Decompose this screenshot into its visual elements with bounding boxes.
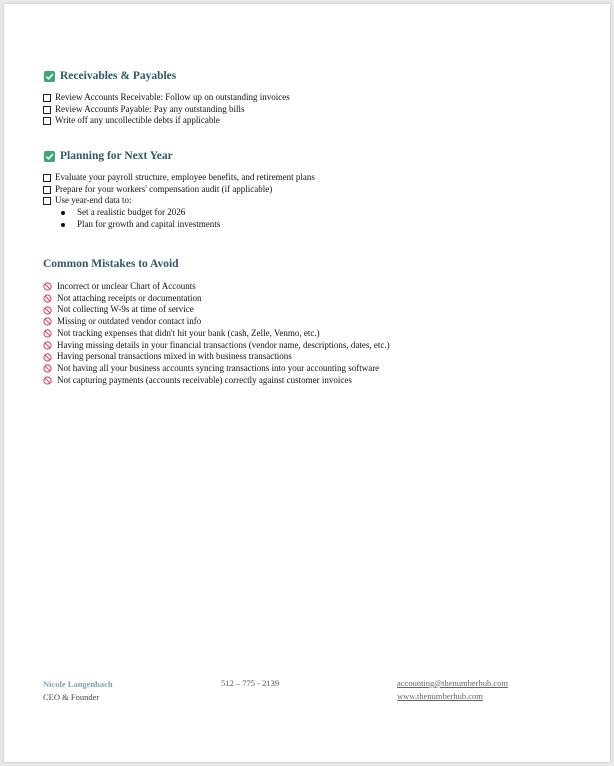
list-item: Write off any uncollectible debts if applicable bbox=[43, 115, 290, 127]
prohibited-icon bbox=[43, 282, 52, 291]
list-item: Use year-end data to: bbox=[43, 195, 315, 207]
checkbox-icon bbox=[43, 186, 51, 194]
list-item: Evaluate your payroll structure, employee benefits, and retirement plans bbox=[43, 172, 315, 184]
planning-list bbox=[43, 172, 315, 231]
prohibited-icon bbox=[43, 364, 52, 373]
list-item: Review Accounts Payable: Pay any outstanding bills bbox=[43, 104, 290, 116]
checkbox-icon bbox=[43, 117, 51, 125]
mistakes-heading bbox=[43, 258, 179, 270]
footer-email-link[interactable]: accounting@thenumberhub.com bbox=[397, 678, 508, 688]
prohibited-icon bbox=[43, 376, 52, 385]
prohibited-icon bbox=[43, 306, 52, 315]
prohibited-icon bbox=[43, 353, 52, 362]
document-page bbox=[4, 4, 610, 762]
list-item: Review Accounts Receivable: Follow up on outstanding invoices bbox=[43, 92, 290, 104]
mistakes-title: Common Mistakes to Avoid bbox=[43, 258, 179, 270]
receivables-heading bbox=[44, 70, 176, 82]
checkbox-icon bbox=[43, 174, 51, 182]
planning-title: Planning for Next Year bbox=[60, 150, 173, 162]
checkbox-icon bbox=[43, 197, 51, 205]
receivables-list bbox=[43, 92, 290, 127]
sub-list-item: Plan for growth and capital investments bbox=[43, 219, 315, 231]
checkbox-icon bbox=[43, 106, 51, 114]
planning-heading bbox=[44, 150, 173, 162]
prohibited-icon bbox=[43, 317, 52, 326]
list-item: Not attaching receipts or documentation bbox=[43, 293, 390, 305]
list-item: Having missing details in your financial transactions (vendor name, descriptions, dates, etc.) bbox=[43, 340, 390, 352]
list-item: Not tracking expenses that didn't hit your bank (cash, Zelle, Venmo, etc.) bbox=[43, 328, 390, 340]
list-item: Missing or outdated vendor contact info bbox=[43, 316, 390, 328]
checkbox-icon bbox=[43, 94, 51, 102]
list-item: Prepare for your workers' compensation audit (if applicable) bbox=[43, 184, 315, 196]
footer-name: Nicole Langenbach bbox=[43, 679, 113, 689]
check-mark-icon bbox=[44, 71, 55, 82]
mistakes-list bbox=[43, 281, 390, 386]
footer-role: CEO & Founder bbox=[43, 692, 100, 702]
list-item: Not collecting W-9s at time of service bbox=[43, 304, 390, 316]
footer-phone: 512 – 775 - 2139 bbox=[221, 678, 280, 688]
bullet-icon bbox=[61, 211, 65, 215]
prohibited-icon bbox=[43, 294, 52, 303]
list-item: Not capturing payments (accounts receivable) correctly against customer invoices bbox=[43, 375, 390, 387]
footer-website-link[interactable]: www.thenumberhub.com bbox=[397, 691, 483, 701]
list-item: Having personal transactions mixed in with business transactions bbox=[43, 351, 390, 363]
check-mark-icon bbox=[44, 151, 55, 162]
sub-list-item: Set a realistic budget for 2026 bbox=[43, 207, 315, 219]
prohibited-icon bbox=[43, 329, 52, 338]
receivables-title: Receivables & Payables bbox=[60, 70, 177, 82]
bullet-icon bbox=[61, 223, 65, 227]
list-item: Incorrect or unclear Chart of Accounts bbox=[43, 281, 390, 293]
prohibited-icon bbox=[43, 341, 52, 350]
list-item: Not having all your business accounts syncing transactions into your accounting software bbox=[43, 363, 390, 375]
